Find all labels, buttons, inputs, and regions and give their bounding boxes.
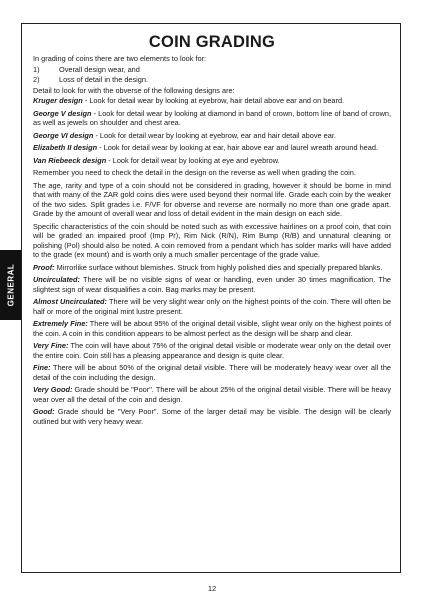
grade-term: Almost Uncirculated: [33,297,107,306]
grade-term: Good: [33,407,55,416]
design-term: Van Riebeeck design [33,155,107,165]
grade-text: There will be no visible signs of wear or handling, even under 30 times magnification. The slightest sign of wear disqualifies a coin. Bag marks may be present. [33,275,391,294]
grade-entry-very-fine [33,341,391,360]
design-entry-kruger [33,96,391,106]
grade-term: Proof: [33,262,55,272]
design-text: - Look for detail wear by looking at eye and eyebrow. [106,155,280,165]
grade-text: There will be about 95% of the original detail visible, slight wear only on the highest points of the coin. A coin in this condition appears to be almost perfect as the design will be sharp and clear. [33,319,392,338]
list-item [33,75,391,85]
grade-term: Uncirculated: [33,275,80,284]
grade-term: Very Fine: [33,341,69,350]
article [33,33,391,429]
grade-text: Grade should be "Very Poor". Some of the larger detail may be visible. The design will be clearly outlined but with very heavy wear. [33,407,391,426]
design-entry-george-v [33,109,391,128]
section-tab-label: GENERAL [6,263,15,307]
grade-text: Mirrorlike surface without blemishes. Struck from highly polished dies and specially prepared blanks. [54,262,383,272]
body-paragraph: The age, rarity and type of a coin should not be considered in grading, however it should be borne in mind that with many of the ZAR gold coins dies were used beyond their normal life. Grade each coin by the weaker of the two sides. Split grades i.e. F/VF for obverse and reverse are normally no more than one grade apart. Grade by the amount of overall wear and loss of detail evident in the main design on each side. [33,180,391,218]
list-item [33,65,391,75]
design-entry-elizabeth-ii [33,143,391,153]
design-term: Elizabeth II design [33,143,98,152]
grade-text: Grade should be "Poor". There will be about 25% of the original detail visible. There will be heavy wear over all the detail of the coin and design. [33,385,392,404]
design-term: George VI design [33,130,94,140]
body-paragraph: Remember you need to check the detail in the design on the reverse as well when grading the coin. [33,168,356,177]
design-text: - Look for detail wear by looking at diamond in band of crown, bottom line of band of crown, as well as jewels on shoulder and chest area. [33,108,391,127]
design-text: - Look for detail wear by looking at eyebrow, hair detail above ear and on beard. [82,96,345,105]
grade-entry-fine [33,363,391,382]
grade-term: Fine: [33,363,51,372]
body-paragraph: Specific characteristics of the coin should be noted such as with excessive hairlines on a proof coin, that coin will be graded an impaired proof (Imp Pr), Rim Nick (R/N), Rim Bump (R/B) and unnatural cleaning or polishing (Pol) should also be noted. A coin removed from a pendant which has solder marks will have added to the grade (ex mount) and is worth only a much smaller percentage of the grade value. [33,221,391,259]
grade-text: There will be very slight wear only on the highest points of the coin. There will often be half or more of the original mint lustre present. [33,297,391,316]
design-term: George V design [33,108,92,118]
grade-entry-almost-uncirculated [33,297,391,316]
grade-text: The coin will have about 75% of the original detail visible or moderate wear only on the detail over the entire coin. Coin still has a pleasing appearance and design is quite clear. [33,341,391,360]
list-number: 1) [33,64,40,74]
grade-entry-very-good [33,385,391,404]
page-number: 12 [207,584,217,593]
design-text: - Look for detail wear by looking at ear, hair above ear and laurel wreath around head. [97,143,378,152]
grade-entry-extremely-fine [33,319,391,338]
section-tab [0,250,21,320]
design-text: - Look for detail wear by looking at eyebrow, ear and hair detail above ear. [93,130,336,140]
design-entry-george-vi [33,131,391,141]
grade-entry-good [33,407,391,426]
list-text: Overall design wear, and [59,64,140,74]
list-text: Loss of detail in the design. [59,75,148,84]
grade-term: Extremely Fine: [33,319,88,328]
grade-term: Very Good: [33,385,73,394]
grade-text: There will be about 50% of the original detail visible. There will be moderately heavy wear over all the detail of the coin including the design. [33,363,391,382]
page-title: COIN GRADING [148,33,276,51]
detail-intro: Detail to look for with the obverse of the following designs are: [33,85,235,95]
design-entry-van-riebeeck [33,156,391,166]
grade-entry-uncirculated [33,275,391,294]
design-term: Kruger design [33,96,83,105]
intro-text: In grading of coins there are two elements to look for: [33,54,207,63]
grade-entry-proof [33,263,391,273]
list-number: 2) [33,75,40,84]
